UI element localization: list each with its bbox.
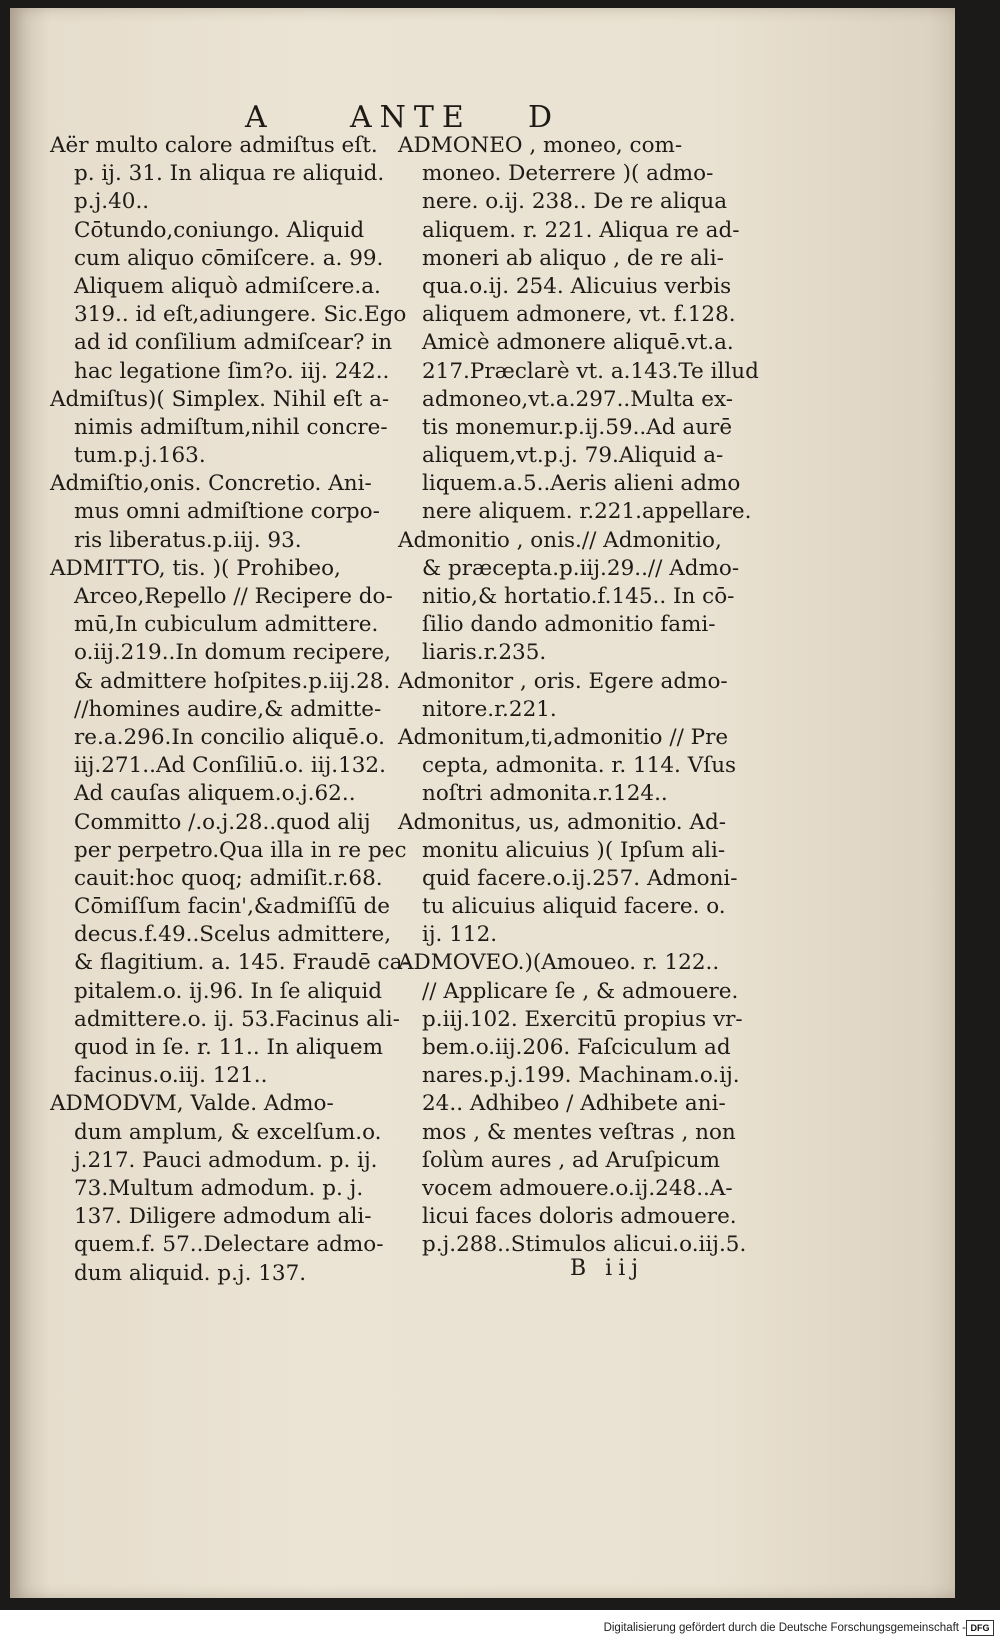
- text-line: re.a.296.In concilio aliquē.o.: [74, 724, 385, 750]
- text-line: o.iij.219..In domum recipere,: [74, 640, 391, 666]
- text-line: mos , & mentes veſtras , non: [422, 1119, 736, 1145]
- text-line: liquem.a.5..Aeris alieni admo: [422, 471, 741, 497]
- text-line: Aliquem aliquò admiſcere.a.: [74, 273, 381, 299]
- text-line: Arceo,Repello // Recipere do-: [74, 584, 393, 609]
- text-line: Amicè admonere aliquē.vt.a.: [422, 330, 734, 356]
- text-line: ris liberatus.p.iij. 93.: [74, 527, 302, 553]
- text-line: tum.p.j.163.: [74, 443, 206, 469]
- text-line: Admonitor , oris. Egere admo-: [398, 668, 728, 694]
- text-line: 217.Præclarè vt. a.143.Te illud: [422, 358, 759, 384]
- text-line: cauit:hoc quoq; admiſit.r.68.: [74, 865, 383, 891]
- text-line: ADMITTO, tis. )( Prohibeo,: [50, 555, 341, 581]
- left-column: [50, 132, 422, 1288]
- text-line: cum aliquo cōmiſcere. a. 99.: [74, 245, 384, 271]
- text-line: nares.p.j.199. Machinam.o.ij.: [422, 1063, 740, 1089]
- text-line: ADMOVEO.)(Amoueo. r. 122..: [398, 950, 720, 976]
- text-line: 73.Multum admodum. p. j.: [74, 1175, 364, 1201]
- text-line: ij. 112.: [422, 922, 498, 948]
- text-line: quem.f. 57..Delectare admo-: [74, 1232, 384, 1258]
- text-line: mū,In cubiculum admittere.: [74, 612, 379, 638]
- text-line: tis monemur.p.ij.59..Ad aurē: [422, 414, 733, 440]
- text-line: Cōtundo,coniungo. Aliquid: [74, 217, 365, 243]
- text-line: Admonitio , onis.// Admonitio,: [398, 527, 722, 553]
- text-line: nimis admiſtum,nihil concre-: [74, 414, 388, 440]
- text-line: admittere.o. ij. 53.Facinus ali-: [74, 1006, 400, 1032]
- running-head-letter: A: [245, 100, 269, 135]
- text-line: hac legatione ſim?o. iij. 242..: [74, 358, 390, 384]
- text-line: Aër multo calore admiſtus eſt.: [50, 133, 378, 158]
- running-head-letter-right: D: [528, 100, 555, 135]
- text-line: vocem admouere.o.ij.248..A-: [422, 1175, 733, 1201]
- text-line: 137. Diligere admodum ali-: [74, 1204, 372, 1230]
- text-line: //homines audire,& admitte-: [74, 696, 382, 722]
- text-line: & flagitium. a. 145. Fraudē ca-: [74, 950, 410, 976]
- text-line: 24.. Adhibeo / Adhibete ani-: [422, 1091, 726, 1117]
- text-line: nere. o.ij. 238.. De re aliqua: [422, 189, 728, 215]
- signature-mark: B iij: [570, 1256, 645, 1281]
- text-line: moneri ab aliquo , de re ali-: [422, 245, 724, 271]
- text-line: tu alicuius aliquid facere. o.: [422, 894, 726, 920]
- text-line: quid facere.o.ij.257. Admoni-: [422, 865, 738, 891]
- text-line: mus omni admiſtione corpo-: [74, 499, 380, 525]
- text-line: ADMONEO , moneo, com-: [398, 133, 683, 158]
- text-line: nitore.r.221.: [422, 696, 557, 722]
- dfg-logo: DFG: [966, 1620, 994, 1636]
- text-line: cepta, admonita. r. 114. Vſus: [422, 753, 737, 779]
- text-line: Admiſtus)( Simplex. Nihil eſt a-: [50, 386, 390, 412]
- text-line: dum amplum, & excelſum.o.: [74, 1119, 382, 1145]
- text-line: nere aliquem. r.221.appellare.: [422, 499, 752, 525]
- text-line: ſilio dando admonitio fami-: [422, 612, 716, 638]
- text-line: & admittere hoſpites.p.iij.28.: [74, 668, 391, 694]
- text-line: nitio,& hortatio.f.145.. In cō-: [422, 584, 735, 609]
- text-line: Admiſtio,onis. Concretio. Ani-: [50, 471, 372, 497]
- text-line: qua.o.ij. 254. Alicuius verbis: [422, 273, 732, 299]
- funding-credit: Digitalisierung gefördert durch die Deutsche Forschungsgemeinschaft -: [603, 1622, 966, 1634]
- text-line: per perpetro.Qua illa in re pec: [74, 837, 407, 863]
- text-line: moneo. Deterrere )( admo-: [422, 161, 714, 187]
- text-line: Ad cauſas aliquem.o.j.62..: [74, 781, 356, 807]
- text-line: p.j.40..: [74, 189, 150, 215]
- text-line: // Applicare ſe , & admouere.: [422, 978, 739, 1004]
- text-line: Admonitum,ti,admonitio // Pre: [398, 724, 729, 750]
- text-line: p. ij. 31. In aliqua re aliquid.: [74, 161, 385, 187]
- text-line: ad id conſilium admiſcear? in: [74, 330, 393, 356]
- footer-bar: [0, 1612, 1000, 1643]
- book-page: [10, 8, 955, 1598]
- text-line: ADMODVM, Valde. Admo-: [50, 1091, 334, 1117]
- text-line: dum aliquid. p.j. 137.: [74, 1260, 307, 1286]
- text-line: pitalem.o. ij.96. In ſe aliquid: [74, 978, 383, 1004]
- text-line: & præcepta.p.iij.29..// Admo-: [422, 555, 740, 581]
- text-line: admoneo,vt.a.297..Multa ex-: [422, 386, 734, 412]
- text-line: p.iij.102. Exercitū propius vr-: [422, 1006, 743, 1032]
- text-line: quod in ſe. r. 11.. In aliquem: [74, 1035, 383, 1060]
- text-line: aliquem. r. 221. Aliqua re ad-: [422, 217, 740, 243]
- running-head-title: ANTE: [350, 100, 472, 135]
- right-column: [398, 132, 759, 1260]
- text-line: aliquem admonere, vt. f.128.: [422, 302, 736, 328]
- text-line: monitu alicuius )( Ipſum ali-: [422, 837, 726, 863]
- text-line: ſolùm aures , ad Aruſpicum: [422, 1147, 720, 1173]
- text-line: j.217. Pauci admodum. p. ij.: [74, 1147, 378, 1173]
- text-line: liaris.r.235.: [422, 640, 547, 666]
- text-line: Committo /.o.j.28..quod alij: [74, 809, 371, 835]
- text-line: Admonitus, us, admonitio. Ad-: [398, 809, 727, 835]
- text-line: licui faces doloris admouere.: [422, 1204, 737, 1230]
- text-line: facinus.o.iij. 121..: [74, 1063, 268, 1089]
- text-line: noſtri admonita.r.124..: [422, 781, 668, 807]
- text-line: 319.. id eſt,adiungere. Sic.Ego: [74, 302, 407, 328]
- text-line: Cōmiſſum facin',&admiſſū de: [74, 894, 390, 920]
- text-line: iij.271..Ad Conſiliū.o. iij.132.: [74, 753, 386, 779]
- text-line: p.j.288..Stimulos alicui.o.iij.5.: [422, 1232, 747, 1258]
- text-line: aliquem,vt.p.j. 79.Aliquid a-: [422, 443, 724, 469]
- text-line: bem.o.iij.206. Faſciculum ad: [422, 1035, 731, 1060]
- text-line: decus.f.49..Scelus admittere,: [74, 922, 392, 948]
